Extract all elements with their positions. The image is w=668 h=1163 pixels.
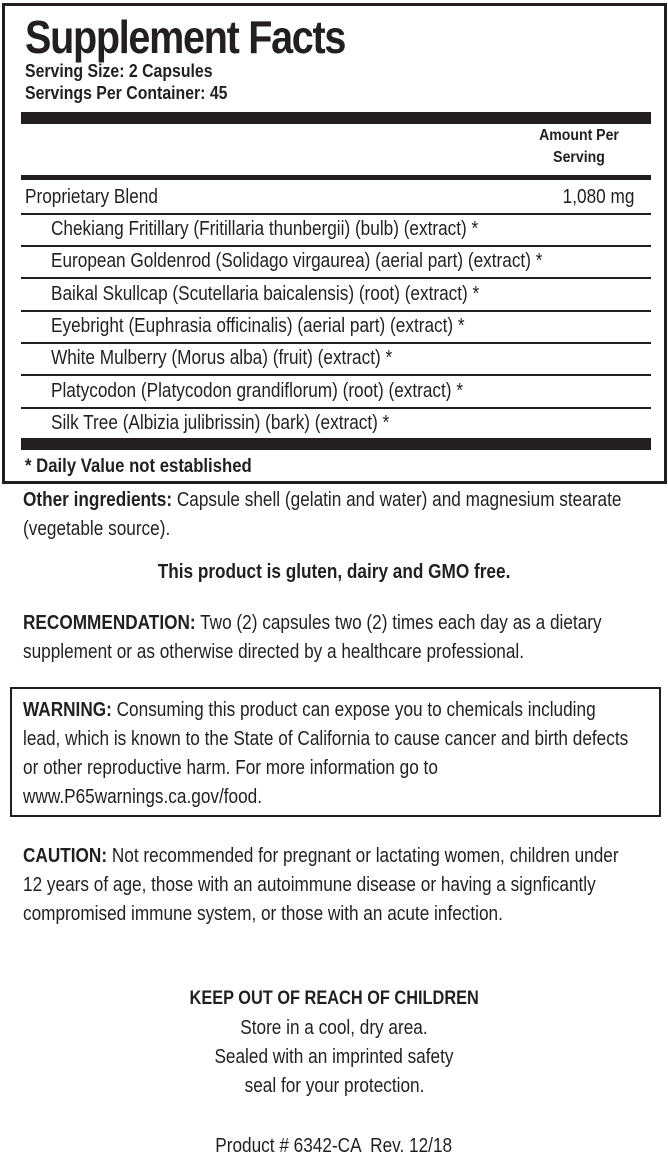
row-divider (21, 277, 651, 279)
facts-title: Supplement Facts (25, 11, 346, 63)
proprietary-blend-name: Proprietary Blend (25, 186, 158, 208)
recommendation-text: Two (2) capsules two (2) times each day as a dietary supplement or as otherwise directed by a healthcare professional. (23, 612, 602, 663)
ingredient-row: European Goldenrod (Solidago virgaurea) (aerial part) (extract) * (51, 250, 543, 272)
caution-text: Not recommended for pregnant or lactating women, children under 12 years of age, those with an autoimmune disease or having a signficantly compromised immune system, or those with an acute infection. (23, 845, 619, 925)
other-ingredients (23, 486, 642, 544)
row-divider (21, 407, 651, 409)
serving-size: Serving Size: 2 Capsules (25, 61, 213, 81)
storage-line1: Store in a cool, dry area. (240, 1017, 428, 1039)
keep-out-heading: KEEP OUT OF REACH OF CHILDREN (189, 988, 479, 1009)
ingredient-row: White Mulberry (Morus alba) (fruit) (extract) * (51, 347, 393, 369)
row-divider (21, 310, 651, 312)
other-ingredients-text: Capsule shell (gelatin and water) and magnesium stearate (vegetable source). (23, 489, 622, 540)
caution-label: CAUTION: (23, 845, 108, 867)
allergen-free-text: This product is gluten, dairy and GMO free. (157, 561, 511, 583)
caution (23, 842, 642, 929)
supplement-facts-panel (2, 3, 667, 484)
row-divider (21, 245, 651, 247)
ingredient-row: Chekiang Fritillary (Fritillaria thunbergii) (bulb) (extract) * (51, 218, 479, 240)
amount-header-line2: Serving (553, 149, 605, 166)
ingredient-row: Baikal Skullcap (Scutellaria baicalensis) (root) (extract) * (51, 283, 480, 305)
row-divider (21, 213, 651, 215)
thick-divider (21, 112, 651, 124)
row-divider (21, 342, 651, 344)
storage-line3: seal for your protection. (244, 1075, 424, 1097)
proprietary-blend-amount: 1,080 mg (562, 186, 634, 208)
recommendation (23, 609, 642, 667)
warning-label: WARNING: (23, 699, 112, 721)
storage-line (0, 1046, 668, 1069)
thick-divider (21, 438, 651, 450)
row-divider (21, 374, 651, 376)
storage-line2: Sealed with an imprinted safety (214, 1046, 454, 1068)
allergen-free-statement (0, 561, 668, 584)
warning-text: Consuming this product can expose you to chemicals including lead, which is known to the State of California to cause cancer and birth defects or other reproductive harm. For more information go to www.P65warnings.ca.gov/food. (23, 699, 629, 808)
medium-divider (21, 175, 651, 180)
amount-per-serving-header (531, 125, 628, 169)
product-code (0, 1135, 668, 1158)
prop65-warning (23, 696, 629, 812)
other-ingredients-label: Other ingredients: (23, 489, 173, 511)
ingredient-row: Eyebright (Euphrasia officinalis) (aerial part) (extract) * (51, 315, 465, 337)
storage-line (0, 1017, 668, 1040)
servings-per-container: Servings Per Container: 45 (25, 83, 228, 103)
daily-value-note: * Daily Value not established (25, 456, 252, 477)
amount-header-line1: Amount Per (539, 127, 619, 144)
product-code-text: Product # 6342-CA Rev. 12/18 (215, 1135, 453, 1157)
ingredient-row: Silk Tree (Albizia julibrissin) (bark) (extract) * (51, 412, 390, 434)
ingredient-row: Platycodon (Platycodon grandiflorum) (root) (extract) * (51, 380, 464, 402)
keep-out-of-reach (0, 988, 668, 1010)
recommendation-label: RECOMMENDATION: (23, 612, 196, 634)
storage-line (0, 1075, 668, 1098)
